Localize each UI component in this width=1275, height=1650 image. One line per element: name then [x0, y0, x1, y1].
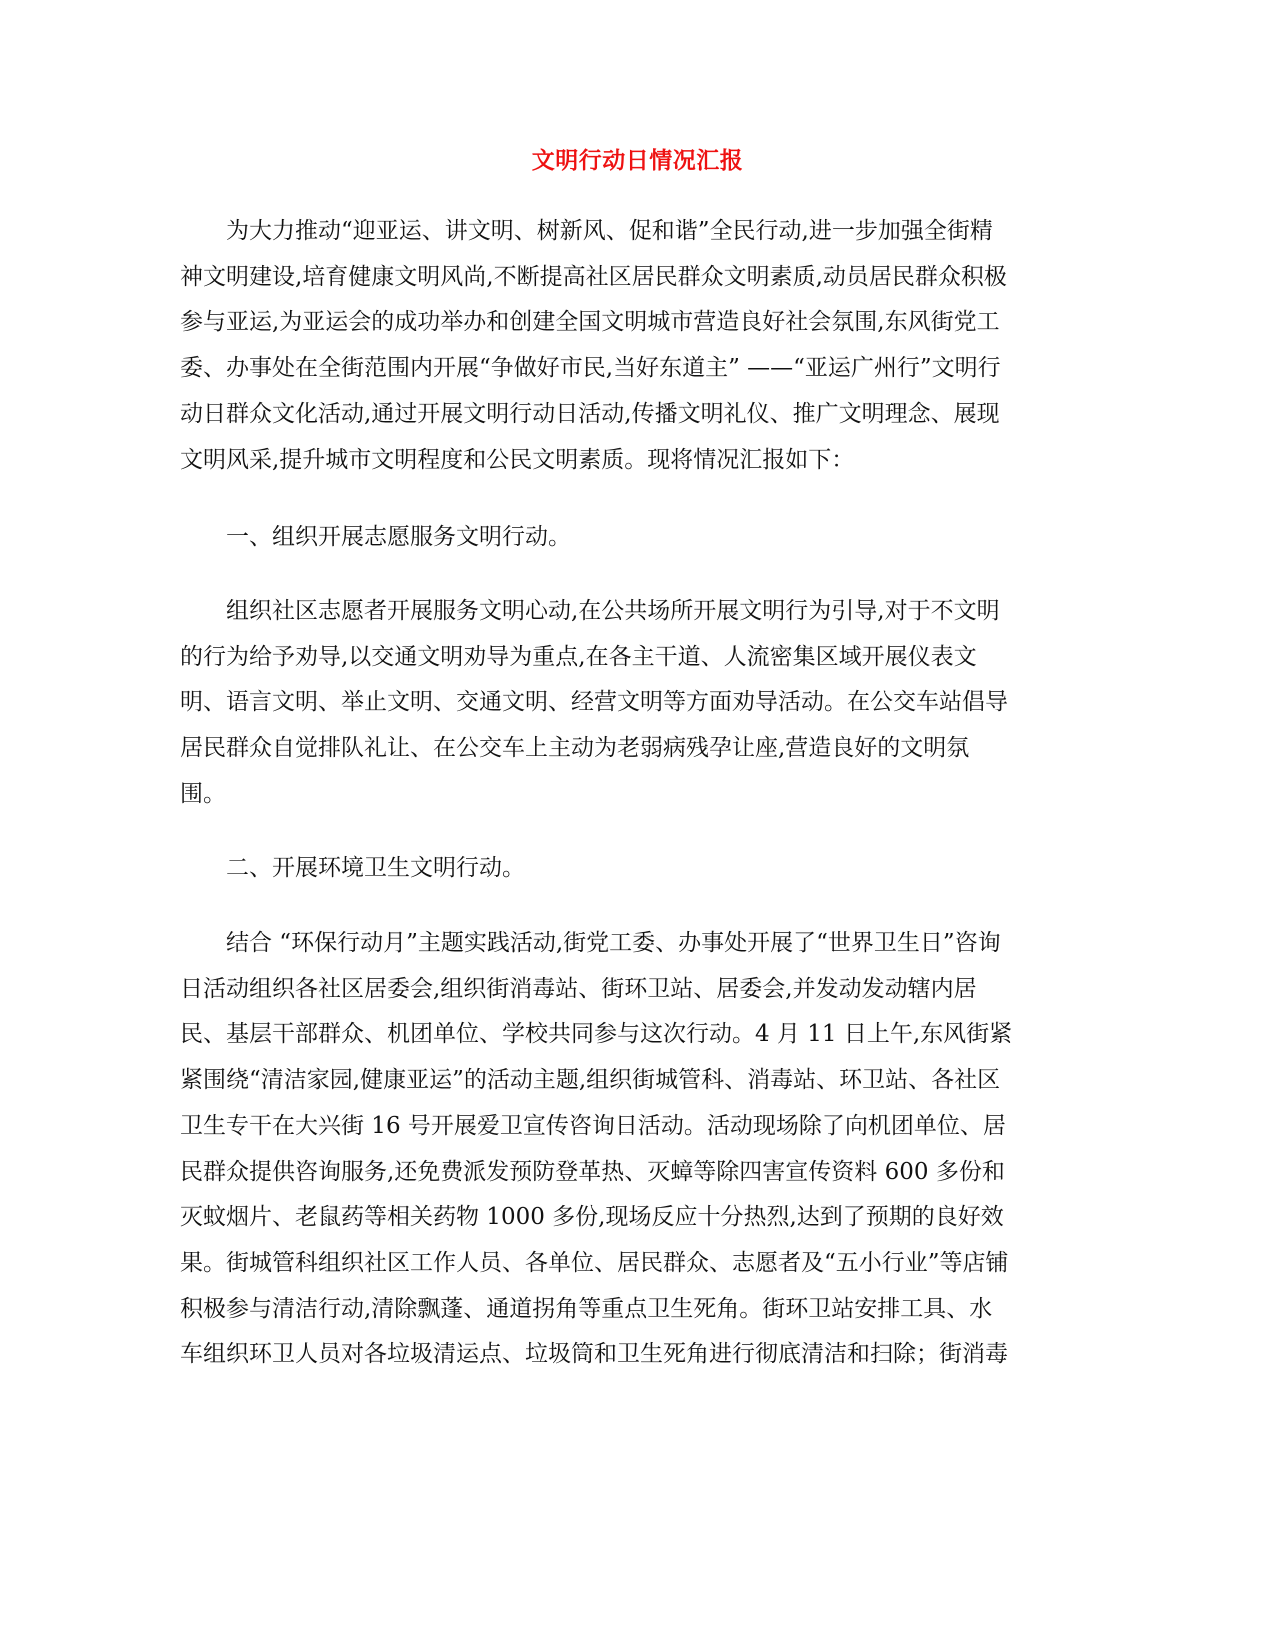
paragraph-line: 神文明建设,培育健康文明风尚,不断提高社区居民群众文明素质,动员居民群众积极 — [180, 263, 1007, 290]
paragraph-line: 明、语言文明、举止文明、交通文明、经营文明等方面劝导活动。在公交车站倡导 — [180, 689, 1008, 716]
paragraph-line: 文明风采,提升城市文明程度和公民文明素质。现将情况汇报如下： — [180, 446, 855, 473]
paragraph-line: 围。 — [180, 780, 226, 807]
paragraph-line: 卫生专干在大兴街 16 号开展爱卫宣传咨询日活动。活动现场除了向机团单位、居 — [180, 1112, 1006, 1139]
paragraph-line: 结合 “环保行动月”主题实践活动,街党工委、办事处开展了“世界卫生日”咨询 — [226, 930, 1001, 956]
paragraph-intro — [180, 209, 1078, 483]
paragraph-line: 组织社区志愿者开展服务文明心动,在公共场所开展文明行为引导,对于不文明 — [226, 598, 1000, 624]
paragraph-line: 车组织环卫人员对各垃圾清运点、垃圾筒和卫生死角进行彻底清洁和扫除；街消毒 — [180, 1341, 1008, 1368]
paragraph-line: 日活动组织各社区居委会,组织街消毒站、街环卫站、居委会,并发动发动辖内居 — [180, 975, 977, 1002]
paragraph-line: 民群众提供咨询服务,还免费派发预防登革热、灭蟑等除四害宣传资料 600 多份和 — [180, 1158, 1005, 1185]
document-title: 文明行动日情况汇报 — [531, 147, 744, 174]
paragraph-line: 委、办事处在全街范围内开展“争做好市民,当好东道主” ——“亚运广州行”文明行 — [180, 355, 1001, 382]
paragraph-line: 为大力推动“迎亚运、讲文明、树新风、促和谐”全民行动,进一步加强全街精 — [226, 218, 993, 244]
paragraph-line: 动日群众文化活动,通过开展文明行动日活动,传播文明礼仪、推广文明理念、展现 — [180, 400, 1000, 427]
section-heading-hygiene: 二、开展环境卫生文明行动。 — [226, 855, 525, 881]
paragraph-line: 灭蚊烟片、老鼠药等相关药物 1000 多份,现场反应十分热烈,达到了预期的良好效 — [180, 1204, 1004, 1231]
section-heading-volunteer: 一、组织开展志愿服务文明行动。 — [226, 524, 571, 550]
paragraph-line: 的行为给予劝导,以交通文明劝导为重点,在各主干道、人流密集区域开展仪表文 — [180, 643, 977, 670]
paragraph-line: 果。街城管科组织社区工作人员、各单位、居民群众、志愿者及“五小行业”等店铺 — [180, 1249, 1009, 1276]
paragraph-hygiene — [180, 921, 1078, 1378]
paragraph-line: 紧围绕“清洁家园,健康亚运”的活动主题,组织街城管科、消毒站、环卫站、各社区 — [180, 1067, 1001, 1094]
paragraph-line: 民、基层干部群众、机团单位、学校共同参与这次行动。4 月 11 日上午,东风街紧 — [180, 1021, 1013, 1048]
paragraph-line: 居民群众自觉排队礼让、在公交车上主动为老弱病残孕让座,营造良好的文明氛 — [180, 735, 970, 762]
paragraph-line: 积极参与清洁行动,清除飘蓬、通道拐角等重点卫生死角。街环卫站安排工具、水 — [180, 1295, 993, 1322]
paragraph-line: 参与亚运,为亚运会的成功举办和创建全国文明城市营造良好社会氛围,东风街党工 — [180, 309, 1000, 336]
paragraph-volunteer — [180, 589, 1078, 818]
